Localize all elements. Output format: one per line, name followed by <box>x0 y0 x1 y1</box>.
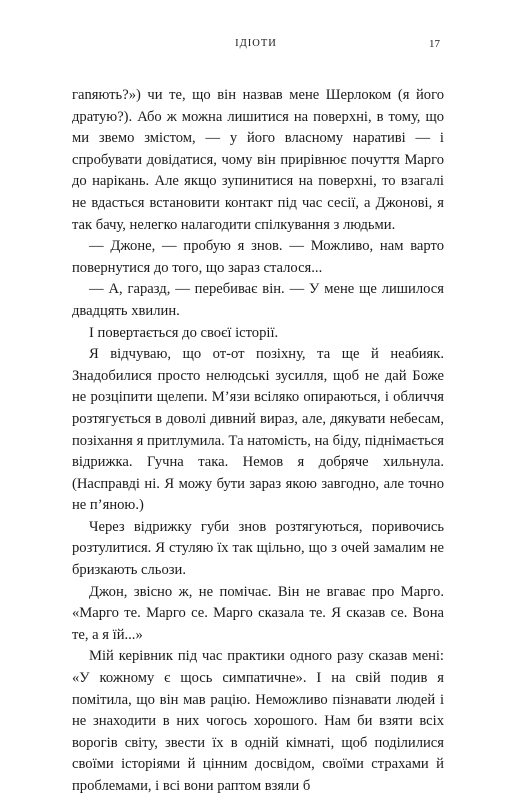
paragraph: Джон, звісно ж, не помічає. Він не вгаває про Марго. «Марго те. Марго се. Марго сказала те. Я сказав се. Вона те, а я їй...» <box>72 583 444 643</box>
paragraph: гаnяють?») чи те, що він назвав мене Шерлоком (я його дратую?). Або ж можна лишитися на поверхні, в тому, що ми звемо змістом, — у його власному наративі — і спробувати довідатися, чому він прирівнює почуття Марго до нарікань. Але якщо зупинитися на поверхні, то взагалі не вдасться встановити контакт під час сесії, а Джонові, я так бачу, нелегко налагодити спілкування з людьми. <box>72 87 444 233</box>
paragraph: І повертається до своєї історії. <box>89 324 279 341</box>
running-header <box>0 37 512 51</box>
running-title: ІДІОТИ <box>235 38 277 49</box>
paragraph: Через відрижку губи знов розтягуються, поривочись розтулитися. Я стуляю їх так щільно, що з очей замалим не бризкають сльози. <box>72 518 444 579</box>
paragraph: — Джоне, — пробую я знов. — Можливо, нам варто повернутися до того, що зараз сталося... <box>72 238 444 276</box>
body-text <box>72 85 444 798</box>
paragraph: Я відчуваю, що от-от позіхну, та ще й неабияк. Знадобилися просто нелюдські зусилля, щоб не дай Боже не розціпити щелепи. М’язи всіляко опираються, і обличчя розтягується в доволі дивний вираз, але, дякувати небесам, позіхання я притлумила. Та натомість, на біду, піднімається відрижка. Гучна така. Немов я добряче хильнула. (Насправді ні. Я можу бути зараз якою завгодно, але точно не п’яною.) <box>72 346 444 514</box>
paragraph: Мій керівник під час практики одного разу сказав мені: «У кожному є щось симпатичне». І на свій подив я помітила, що він мав рацію. Неможливо пізнавати людей і не знаходити в них чогось хорошого. Нам би взяти всіх ворогів світу, звести їх в одній кімнаті, щоб поділилися своїми історіями й цінним досвідом, своїми страхами й проблемами, і всі вони раптом взяли б <box>72 648 444 794</box>
page-number: 17 <box>429 38 440 50</box>
paragraph: — А, гаразд, — перебиває він. — У мене ще лишилося двадцять хвилин. <box>72 281 444 319</box>
